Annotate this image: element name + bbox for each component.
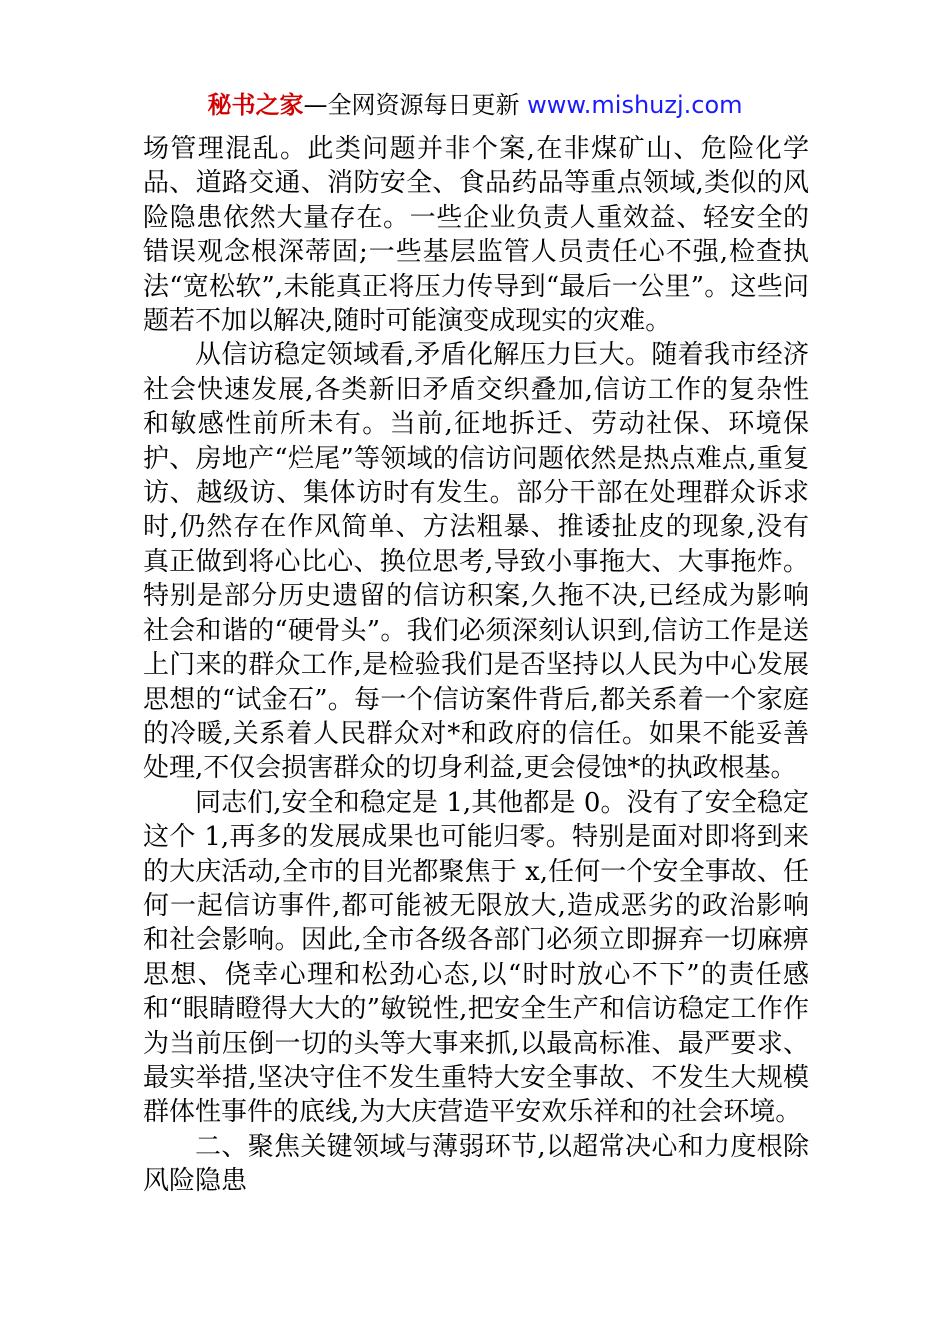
paragraph-continued: 场管理混乱。此类问题并非个案,在非煤矿山、危险化学品、道路交通、消防安全、食品药品等重点领域,类似的风险隐患依然大量存在。一些企业负责人重效益、轻安全的错误观念根深蒂固;一些基层监管人员责任心不强,检查执法“宽松软”,未能真正将压力传导到“最后一公里”。这些问题若不加以解决,随时可能演变成现实的灾难。 xyxy=(143,134,809,337)
page-header xyxy=(0,88,950,122)
section-heading: 二、聚焦关键领域与薄弱环节,以超常决心和力度根除风险隐患 xyxy=(143,1131,809,1197)
site-brand: 秘书之家 xyxy=(207,91,304,119)
document-body xyxy=(143,132,809,1199)
paragraph-safety-stability: 同志们,安全和稳定是 1,其他都是 0。没有了安全稳定这个 1,再多的发展成果也可能归零。特别是面对即将到来的大庆活动,全市的目光都聚焦于 x,任何一个安全事故、任何一起信访事件,都可能被无限放大,造成恶劣的政治影响和社会影响。因此,全市各级各部门必须立即摒弃一切麻痹思想、侥幸心理和松劲心态,以“时时放心不下”的责任感和“眼睛瞪得大大的”敏锐性,把安全生产和信访稳定工作作为当前压倒一切的头等大事来抓,以最高标准、最严要求、最实举措,坚决守住不发生重特大安全事故、不发生大规模群体性事件的底线,为大庆营造平安欢乐祥和的社会环境。 xyxy=(143,787,809,1128)
site-url-link[interactable]: www.mishuzj.com xyxy=(527,91,743,119)
site-tagline: —全网资源每日更新 xyxy=(303,91,528,119)
paragraph-petition: 从信访稳定领域看,矛盾化解压力巨大。随着我市经济社会快速发展,各类新旧矛盾交织叠加,信访工作的复杂性和敏感性前所未有。当前,征地拆迁、劳动社保、环境保护、房地产“烂尾”等领域的信访问题依然是热点难点,重复访、越级访、集体访时有发生。部分干部在处理群众诉求时,仍然存在作风简单、方法粗暴、推诿扯皮的现象,没有真正做到将心比心、换位思考,导致小事拖大、大事拖炸。特别是部分历史遗留的信访积案,久拖不决,已经成为影响社会和谐的“硬骨头”。我们必须深刻认识到,信访工作是送上门来的群众工作,是检验我们是否坚持以人民为中心发展思想的“试金石”。每一个信访案件背后,都关系着一个家庭的冷暖,关系着人民群众对*和政府的信任。如果不能妥善处理,不仅会损害群众的切身利益,更会侵蚀*的执政根基。 xyxy=(143,340,809,784)
